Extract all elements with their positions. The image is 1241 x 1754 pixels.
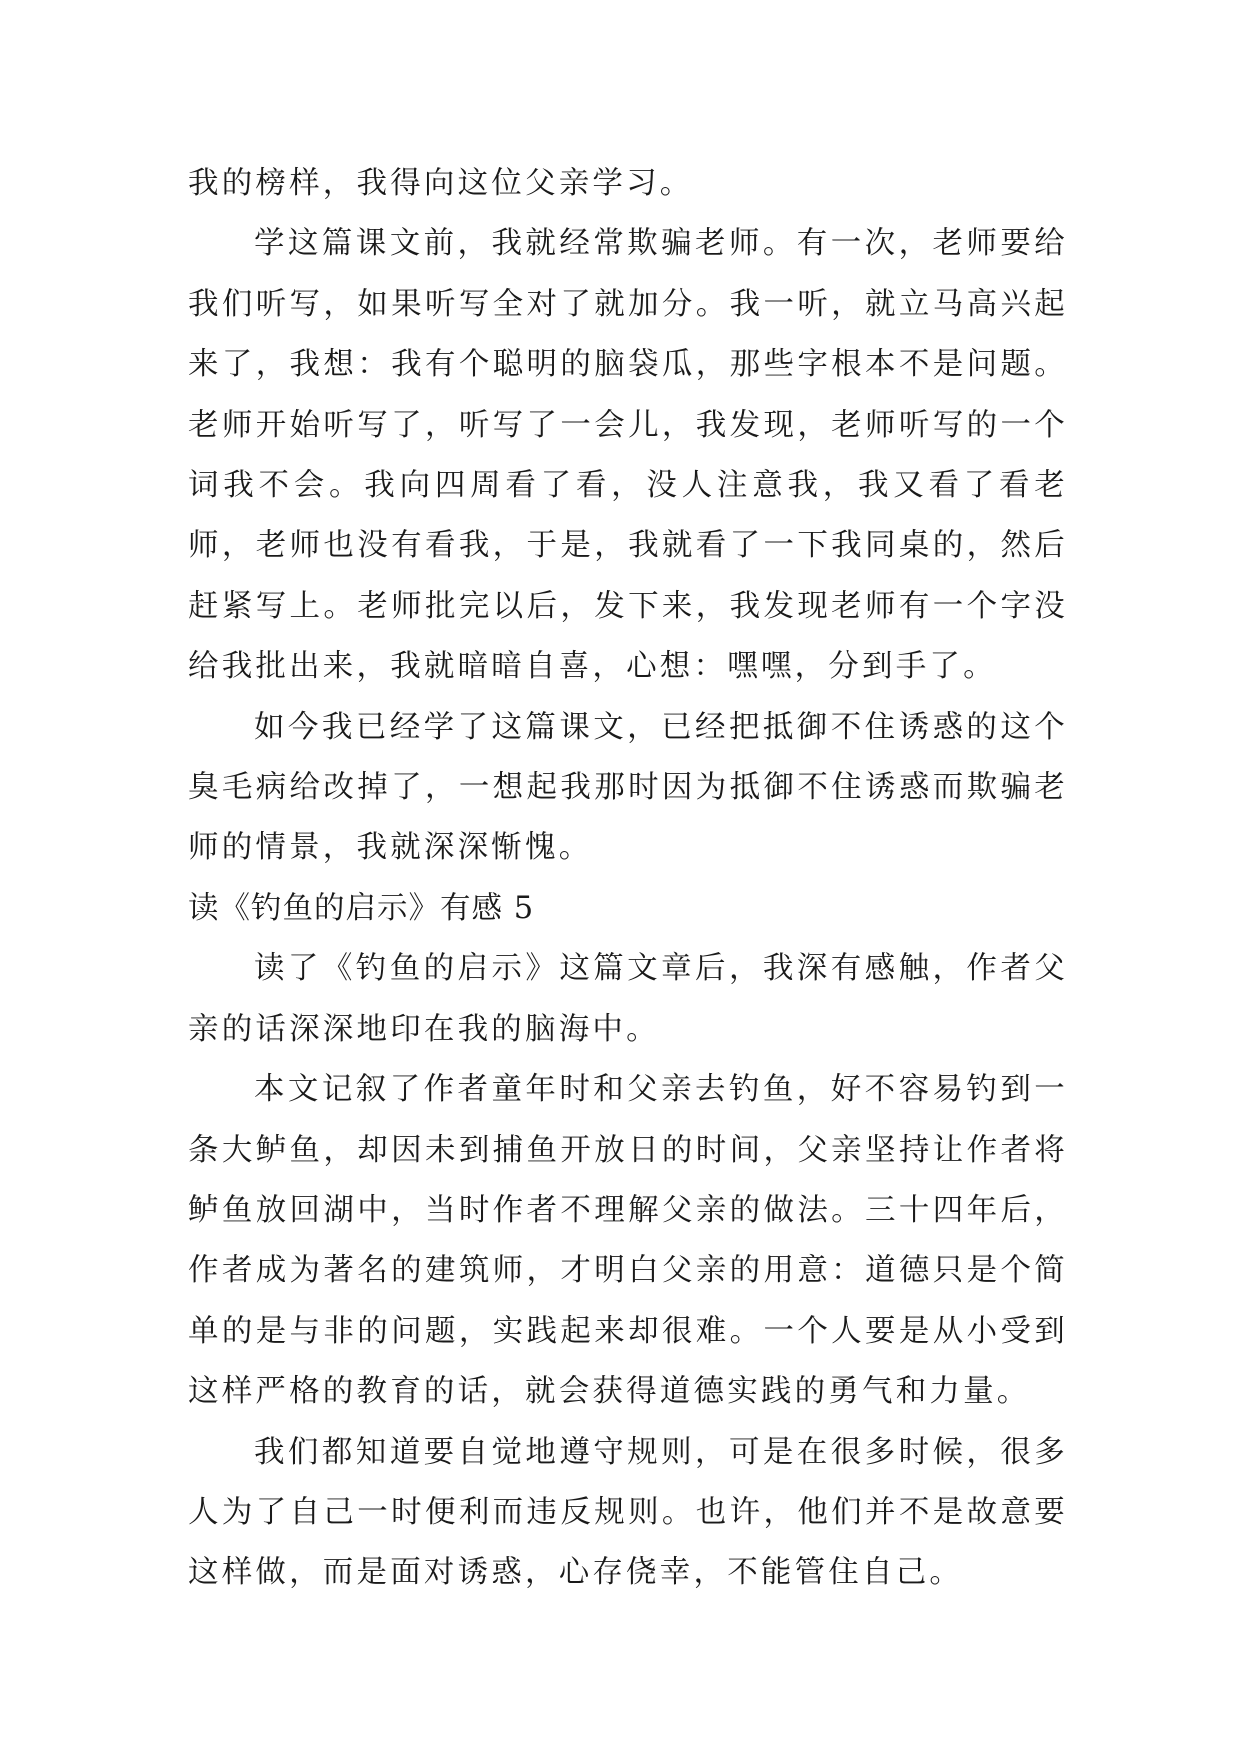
- document-body: [188, 154, 1068, 1604]
- paragraph-continued: 我的榜样，我得向这位父亲学习。: [188, 166, 694, 201]
- paragraph-intro: 读了《钓鱼的启示》这篇文章后，我深有感触，作者父亲的话深深地印在我的脑海中。: [188, 951, 1068, 1047]
- paragraph-summary: 本文记叙了作者童年时和父亲去钓鱼，好不容易钓到一条大鲈鱼，却因未到捕鱼开放日的时间，父亲坚持让作者将鲈鱼放回湖中，当时作者不理解父亲的做法。三十四年后，作者成为著名的建筑师，才明白父亲的用意：道德只是个简单的是与非的问题，实践起来却很难。一个人要是从小受到这样严格的教育的话，就会获得道德实践的勇气和力量。: [188, 1072, 1068, 1410]
- paragraph-cheating-story: 学这篇课文前，我就经常欺骗老师。有一次，老师要给我们听写，如果听写全对了就加分。我一听，就立马高兴起来了，我想：我有个聪明的脑袋瓜，那些字根本不是问题。老师开始听写了，听写了一会儿，我发现，老师听写的一个词我不会。我向四周看了看，没人注意我，我又看了看老师，老师也没有看我，于是，我就看了一下我同桌的，然后赶紧写上。老师批完以后，发下来，我发现老师有一个字没给我批出来，我就暗暗自喜，心想：嘿嘿，分到手了。: [188, 226, 1068, 685]
- section-title: 读《钓鱼的启示》有感 5: [188, 890, 535, 926]
- paragraph-reflection: 如今我已经学了这篇课文，已经把抵御不住诱惑的这个臭毛病给改掉了，一想起我那时因为抵御不住诱惑而欺骗老师的情景，我就深深惭愧。: [188, 709, 1068, 866]
- paragraph-rules: 我们都知道要自觉地遵守规则，可是在很多时候，很多人为了自己一时便利而违反规则。也许，他们并不是故意要这样做，而是面对诱惑，心存侥幸，不能管住自己。: [188, 1434, 1068, 1591]
